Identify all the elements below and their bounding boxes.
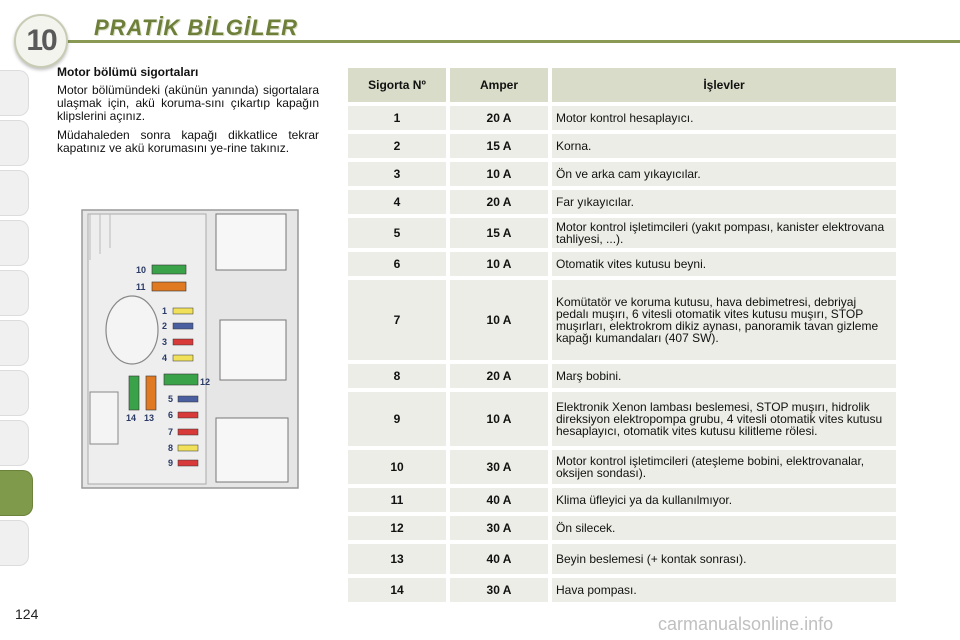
table-row bbox=[348, 162, 896, 186]
fuse-number: 8 bbox=[348, 364, 446, 388]
fuse-label: 1 bbox=[162, 306, 168, 316]
fuse-function: Far yıkayıcılar. bbox=[552, 190, 896, 214]
chapter-tab[interactable] bbox=[0, 70, 29, 116]
fuse-amperage: 15 A bbox=[450, 218, 548, 248]
fuse-function: Motor kontrol işletimcileri (yakıt pompası, kanister elektrovana tahliyesi, ...). bbox=[552, 218, 896, 248]
table-row bbox=[348, 544, 896, 574]
connector-slot bbox=[90, 392, 118, 444]
page-title: PRATİK BİLGİLER bbox=[94, 15, 299, 40]
fuse-12 bbox=[164, 374, 198, 385]
fuse-function: Komütatör ve koruma kutusu, hava debimetresi, debriyaj pedalı muşırı, 6 vitesli otomatik vites kutusu muşırı, STOP muşırları, elektrokrom dikiz aynası, panoramik tavan gizleme kapağı kumandaları (407 SW). bbox=[552, 280, 896, 360]
fuse-10 bbox=[152, 265, 186, 274]
fuse-amperage: 10 A bbox=[450, 280, 548, 360]
fuse-number: 4 bbox=[348, 190, 446, 214]
fuse-amperage: 30 A bbox=[450, 578, 548, 602]
connector-slot bbox=[216, 214, 286, 270]
table-row bbox=[348, 392, 896, 446]
table-row bbox=[348, 106, 896, 130]
table-row bbox=[348, 578, 896, 602]
fuse-amperage: 40 A bbox=[450, 488, 548, 512]
table-row bbox=[348, 364, 896, 388]
fuse-label: 10 bbox=[136, 265, 147, 275]
column-header: İşlevler bbox=[552, 68, 896, 102]
chapter-tabs bbox=[0, 70, 34, 570]
fuse-label: 6 bbox=[168, 410, 174, 420]
table-row bbox=[348, 450, 896, 484]
fuse-amperage: 10 A bbox=[450, 162, 548, 186]
chapter-tab[interactable] bbox=[0, 170, 29, 216]
fuse-3 bbox=[173, 339, 193, 345]
chapter-number: 10 bbox=[26, 24, 56, 57]
fuse-number: 12 bbox=[348, 516, 446, 540]
fuse-amperage: 30 A bbox=[450, 450, 548, 484]
fuse-amperage: 40 A bbox=[450, 544, 548, 574]
chapter-tab[interactable] bbox=[0, 420, 29, 466]
fuse-function: Ön silecek. bbox=[552, 516, 896, 540]
fuse-number: 1 bbox=[348, 106, 446, 130]
chapter-tab[interactable] bbox=[0, 270, 29, 316]
fuse-label: 11 bbox=[136, 282, 146, 292]
fuse-label: 7 bbox=[168, 427, 174, 437]
fuse-number: 7 bbox=[348, 280, 446, 360]
table-row bbox=[348, 488, 896, 512]
table-row bbox=[348, 252, 896, 276]
table-row bbox=[348, 280, 896, 360]
fuse-function: Beyin beslemesi (+ kontak sonrası). bbox=[552, 544, 896, 574]
intro-paragraph: Müdahaleden sonra kapağı dikkatlice tekrar kapatınız ve akü korumasını ye-rine takınız. bbox=[57, 128, 319, 155]
fuse-table bbox=[344, 64, 900, 606]
intro-paragraph: Motor bölümündeki (akünün yanında) sigortalara ulaşmak için, akü koruma-sını çıkartıp kapağın klipslerini açınız. bbox=[57, 83, 319, 123]
fuse-13 bbox=[146, 376, 156, 410]
fuse-amperage: 20 A bbox=[450, 364, 548, 388]
fuse-function: Ön ve arka cam yıkayıcılar. bbox=[552, 162, 896, 186]
fuse-amperage: 15 A bbox=[450, 134, 548, 158]
column-header: Sigorta Nº bbox=[348, 68, 446, 102]
table-row bbox=[348, 134, 896, 158]
chapter-tab[interactable] bbox=[0, 320, 29, 366]
fuse-amperage: 30 A bbox=[450, 516, 548, 540]
fuse-number: 3 bbox=[348, 162, 446, 186]
chapter-tab[interactable] bbox=[0, 370, 29, 416]
column-header: Amper bbox=[450, 68, 548, 102]
fuse-11 bbox=[152, 282, 186, 291]
fuse-label: 4 bbox=[162, 353, 168, 363]
fuse-label: 8 bbox=[168, 443, 174, 453]
fuse-amperage: 10 A bbox=[450, 392, 548, 446]
fuse-number: 2 bbox=[348, 134, 446, 158]
table-header-row bbox=[348, 68, 896, 102]
fuse-function: Hava pompası. bbox=[552, 578, 896, 602]
fuse-label: 12 bbox=[200, 377, 211, 387]
section-heading: Motor bölümü sigortaları bbox=[57, 65, 199, 79]
fuse-label: 2 bbox=[162, 321, 168, 331]
fuse-label: 5 bbox=[168, 394, 174, 404]
fuse-1 bbox=[173, 308, 193, 314]
fuse-function: Otomatik vites kutusu beyni. bbox=[552, 252, 896, 276]
fuse-label: 13 bbox=[144, 413, 155, 423]
table-row bbox=[348, 516, 896, 540]
fuse-7 bbox=[178, 429, 198, 435]
connector-slot bbox=[220, 320, 286, 380]
chapter-tab[interactable] bbox=[0, 220, 29, 266]
chapter-tab-active[interactable] bbox=[0, 470, 33, 516]
fuse-14 bbox=[129, 376, 139, 410]
watermark: carmanualsonline.info bbox=[658, 614, 834, 634]
fuse-number: 5 bbox=[348, 218, 446, 248]
fuse-number: 6 bbox=[348, 252, 446, 276]
fuse-function: Elektronik Xenon lambası beslemesi, STOP muşırı, hidrolik direksiyon elektropompa grubu, 4 vitesli otomatik vites kutusu hesaplayıcı, otomatik vites kutusu kilitleme rölesi. bbox=[552, 392, 896, 446]
fuse-2 bbox=[173, 323, 193, 329]
fuse-amperage: 20 A bbox=[450, 106, 548, 130]
fuse-function: Motor kontrol işletimcileri (ateşleme bobini, elektrovanalar, oksijen sondası). bbox=[552, 450, 896, 484]
table-row bbox=[348, 190, 896, 214]
fuse-number: 10 bbox=[348, 450, 446, 484]
relay-socket bbox=[106, 296, 158, 364]
fuse-function: Klima üfleyici ya da kullanılmıyor. bbox=[552, 488, 896, 512]
intro-section bbox=[57, 66, 319, 161]
fuse-label: 14 bbox=[126, 413, 137, 423]
connector-slot bbox=[216, 418, 288, 482]
page-number: 124 bbox=[15, 606, 39, 622]
fuse-label: 9 bbox=[168, 458, 174, 468]
fuse-number: 11 bbox=[348, 488, 446, 512]
table-row bbox=[348, 218, 896, 248]
chapter-tab[interactable] bbox=[0, 120, 29, 166]
fuse-amperage: 20 A bbox=[450, 190, 548, 214]
fuse-4 bbox=[173, 355, 193, 361]
fuse-number: 13 bbox=[348, 544, 446, 574]
fuse-8 bbox=[178, 445, 198, 451]
fuse-box-diagram bbox=[80, 208, 300, 490]
fuse-number: 9 bbox=[348, 392, 446, 446]
chapter-tab[interactable] bbox=[0, 520, 29, 566]
fuse-function: Marş bobini. bbox=[552, 364, 896, 388]
fuse-5 bbox=[178, 396, 198, 402]
fuse-9 bbox=[178, 460, 198, 466]
chapter-badge bbox=[14, 14, 68, 68]
fuse-amperage: 10 A bbox=[450, 252, 548, 276]
fuse-function: Korna. bbox=[552, 134, 896, 158]
fuse-function: Motor kontrol hesaplayıcı. bbox=[552, 106, 896, 130]
fuse-label: 3 bbox=[162, 337, 168, 347]
fuse-number: 14 bbox=[348, 578, 446, 602]
fuse-6 bbox=[178, 412, 198, 418]
